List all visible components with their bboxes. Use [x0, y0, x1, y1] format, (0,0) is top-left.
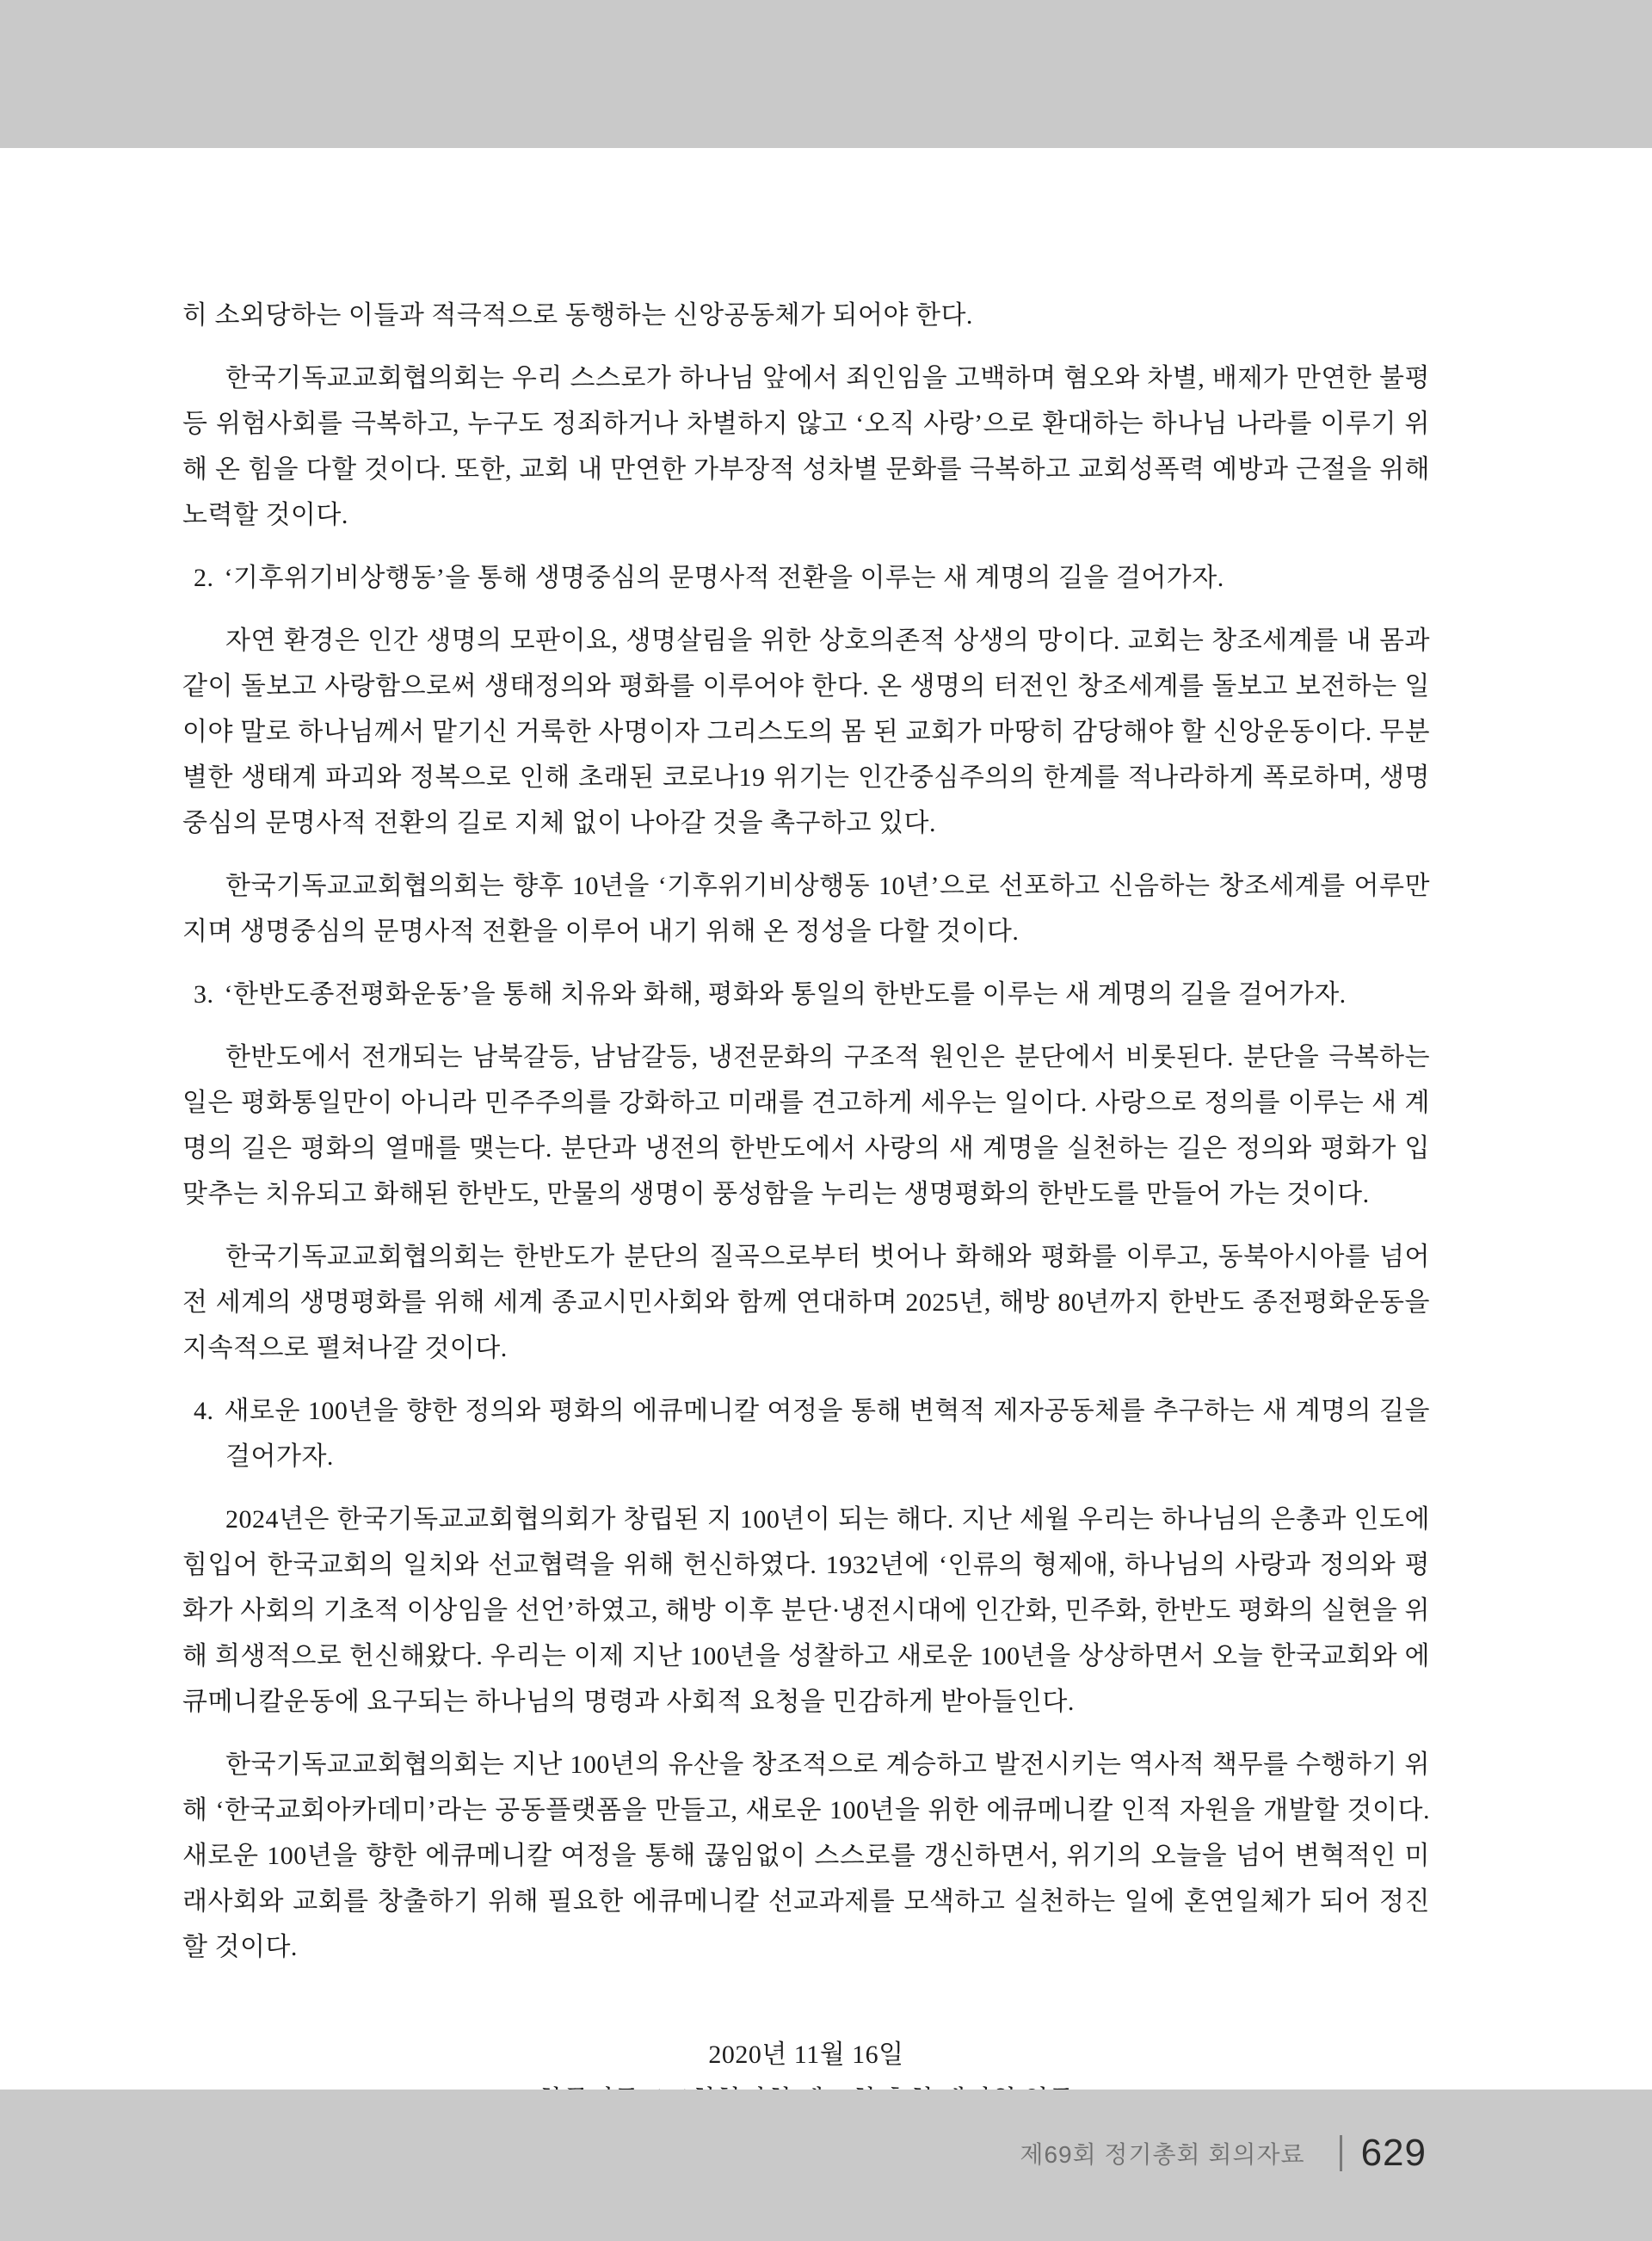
paragraph-peace-movement: 한국기독교교회협의회는 한반도가 분단의 질곡으로부터 벗어나 화해와 평화를 이루고, 동북아시아를 넘어 전 세계의 생명평화를 위해 세계 종교시민사회와 함께 연대하며 2025년, 해방 80년까지 한반도 종전평화운동을 지속적으로 펼쳐나갈 것이다. — [182, 1243, 1430, 1362]
paragraph-climate-decade: 한국기독교교회협의회는 향후 10년을 ‘기후위기비상행동 10년’으로 선포하고 신음하는 창조세계를 어루만지며 생명중심의 문명사적 전환을 이루어 내기 위해 온 정성을 다할 것이다. — [182, 872, 1430, 946]
paragraph-centennial: 2024년은 한국기독교교회협의회가 창립된 지 100년이 되는 해다. 지난 세월 우리는 하나님의 은총과 인도에 힘입어 한국교회의 일치와 선교협력을 위해 헌신하였다. 1932년에 ‘인류의 형제애, 하나님의 사랑과 정의와 평화가 사회의 기초적 이상임을 선언’하였고, 해방 이후 분단·냉전시대에 인간화, 민주화, 한반도 평화의 실현을 위해 희생적으로 헌신해왔다. 우리는 이제 지난 100년을 성찰하고 새로운 100년을 상상하면서 오늘 한국교회와 에큐메니칼운동에 요구되는 하나님의 명령과 사회적 요청을 민감하게 받아들인다. — [182, 1505, 1430, 1716]
section-heading-text: 새로운 100년을 향한 정의와 평화의 에큐메니칼 여정을 통해 변혁적 제자공동체를 추구하는 새 계명의 길을 걸어가자. — [224, 1397, 1430, 1471]
section-number: 3. — [194, 980, 214, 1009]
section-heading-text: ‘기후위기비상행동’을 통해 생명중심의 문명사적 전환을 이루는 새 계명의 길을 걸어가자. — [224, 564, 1224, 592]
document-body — [0, 148, 1652, 2123]
continuation-line: 히 소외당하는 이들과 적극적으로 동행하는 신앙공동체가 되어야 한다. — [182, 301, 973, 330]
section-heading-3 — [182, 972, 1430, 1017]
top-gray-band — [0, 0, 1652, 148]
date-line: 2020년 11월 16일 — [708, 2040, 904, 2069]
section-heading-text: ‘한반도종전평화운동’을 통해 치유와 화해, 평화와 통일의 한반도를 이루는 새 계명의 길을 걸어가자. — [224, 980, 1347, 1009]
paragraph-church-confession: 한국기독교교회협의회는 우리 스스로가 하나님 앞에서 죄인임을 고백하며 혐오와 차별, 배제가 만연한 불평등 위험사회를 극복하고, 누구도 정죄하거나 차별하지 않고 ‘오직 사랑’으로 환대하는 하나님 나라를 이루기 위해 온 힘을 다할 것이다. 또한, 교회 내 만연한 가부장적 성차별 문화를 극복하고 교회성폭력 예방과 근절을 위해 노력할 것이다. — [182, 364, 1430, 529]
section-heading-2 — [182, 555, 1430, 601]
footer-document-title: 제69회 정기총회 회의자료 — [1020, 2141, 1305, 2168]
page-number: 629 — [1360, 2132, 1427, 2174]
section-heading-4 — [182, 1388, 1430, 1479]
footer-divider — [1340, 2135, 1342, 2171]
bottom-gray-band — [0, 2090, 1652, 2241]
paragraph-nature-environment: 자연 환경은 인간 생명의 모판이요, 생명살림을 위한 상호의존적 상생의 망이다. 교회는 창조세계를 내 몸과 같이 돌보고 사랑함으로써 생태정의와 평화를 이루어야 한다. 온 생명의 터전인 창조세계를 돌보고 보전하는 일이야 말로 하나님께서 맡기신 거룩한 사명이자 그리스도의 몸 된 교회가 마땅히 감당해야 할 신앙운동이다. 무분별한 생태계 파괴와 정복으로 인해 초래된 코로나19 위기는 인간중심주의의 한계를 적나라하게 폭로하며, 생명중심의 문명사적 전환의 길로 지체 없이 나아갈 것을 촉구하고 있다. — [182, 627, 1430, 837]
paragraph-korean-peninsula: 한반도에서 전개되는 남북갈등, 남남갈등, 냉전문화의 구조적 원인은 분단에서 비롯된다. 분단을 극복하는 일은 평화통일만이 아니라 민주주의를 강화하고 미래를 견고하게 세우는 일이다. 사랑으로 정의를 이루는 새 계명의 길은 평화의 열매를 맺는다. 분단과 냉전의 한반도에서 사랑의 새 계명을 실천하는 길은 정의와 평화가 입 맞추는 치유되고 화해된 한반도, 만물의 생명이 풍성함을 누리는 생명평화의 한반도를 만들어 가는 것이다. — [182, 1043, 1430, 1208]
paragraph-church-academy: 한국기독교교회협의회는 지난 100년의 유산을 창조적으로 계승하고 발전시키는 역사적 책무를 수행하기 위해 ‘한국교회아카데미’라는 공동플랫폼을 만들고, 새로운 100년을 위한 에큐메니칼 인적 자원을 개발할 것이다. 새로운 100년을 향한 에큐메니칼 여정을 통해 끊임없이 스스로를 갱신하면서, 위기의 오늘을 넘어 변혁적인 미래사회와 교회를 창출하기 위해 필요한 에큐메니칼 선교과제를 모색하고 실천하는 일에 혼연일체가 되어 정진할 것이다. — [182, 1750, 1430, 1961]
section-number: 2. — [194, 564, 214, 592]
section-number: 4. — [194, 1397, 214, 1425]
